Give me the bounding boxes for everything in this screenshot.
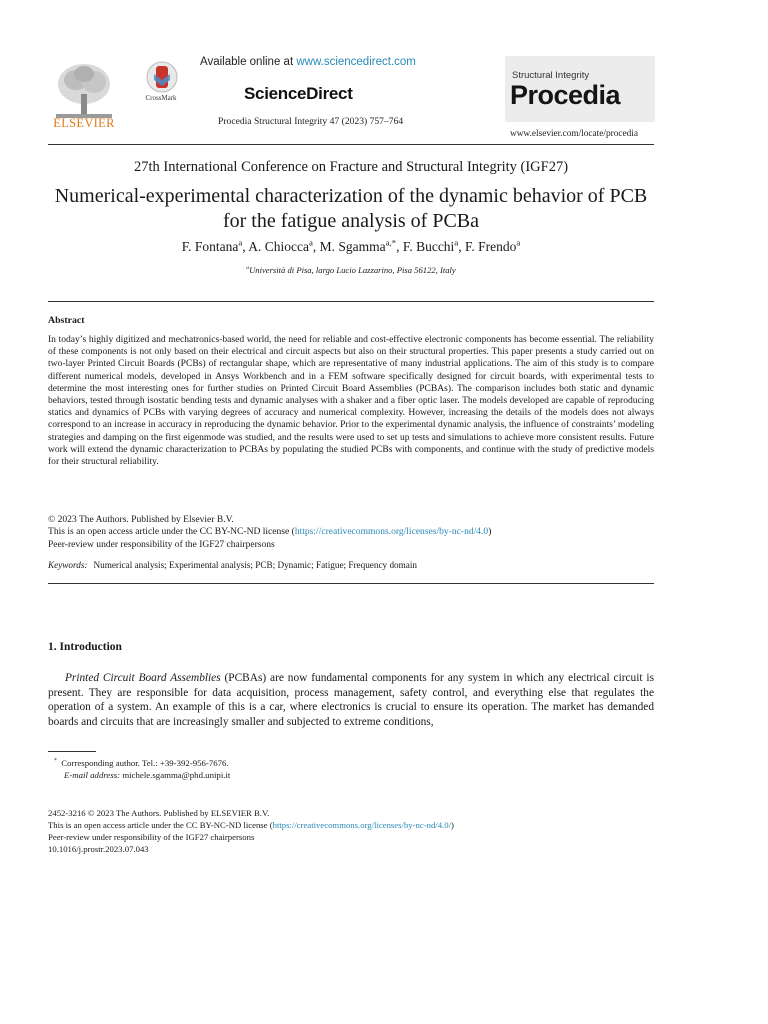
introduction-paragraph (48, 671, 654, 729)
footnote (54, 757, 230, 781)
abstract-text: In today’s highly digitized and mechatronics-based world, the need for reliable and cost-effective electronic components has become essential. The reliability of these components is not only based on their electrical and circuit aspects but also on their structural properties. This paper presents a study carried out on two-layer Printed Circuit Boards (PCBs) of rectangular shape, which are representative of many industrial applications. The aim of this study is to compare different numerical models, developed in Ansys Workbench and in a FEM software specifically designed for circuit boards, with experimental tests to determine the most interesting ones for further studies on Printed Circuit Board Assemblies (PCBAs). The comparison includes both static and dynamic behaviors, tested through isostatic bending tests and dynamic analyses with a shaker and a fiber optic laser. The models developed are capable of reproducing statics and dynamics of PCBs with varying degrees of accuracy and numerical complexity. However, increasing the details of the models does not always correspond to an increase in accuracy in reproducing the dynamic behavior. Prior to the experimental dynamic analysis, the influence of constraints’ modeling strategies and damping on the first eigenmode was studied, and the results were used to set up tests and simulations to achieve more consistent results. Future work will extend the dynamic characterization to PCBAs by populating the studied PCBs with components, and continue with the study of predictive models for their structural reliability. (48, 334, 654, 468)
email-line (54, 769, 230, 781)
crossmark-icon[interactable] (140, 60, 184, 96)
abstract-bottom-divider (48, 583, 654, 584)
footer-peer-review: Peer-review under responsibility of the IGF27 chairpersons (48, 832, 255, 842)
license-line (48, 526, 654, 538)
license-suffix: ) (488, 526, 492, 538)
license-block (48, 514, 654, 551)
available-prefix: Available online at (200, 56, 297, 68)
email-label: E-mail address: (64, 770, 121, 781)
license-link[interactable]: https://creativecommons.org/licenses/by-nc-nd/4.0 (294, 526, 489, 538)
intro-text: (PCBAs) are now fundamental components for any system in which any electrical circuit is present. They are responsible for data acquisition, process management, safety control, and everything else that regulates the operation of a system. An example of this is a car, where electronics is crucial to ensure its operation. The market has demanded boards and circuits that are increasingly smaller and subjected to extreme conditions, (48, 672, 654, 728)
affiliation-text: Università di Pisa, largo Lucio Lazzarino, Pisa 56122, Italy (249, 265, 456, 275)
keywords-list: Numerical analysis; Experimental analysis; PCB; Dynamic; Fatigue; Frequency domain (93, 560, 418, 570)
affiliation (48, 265, 654, 275)
author-affiliation-mark: a (238, 237, 243, 248)
crossmark-label: CrossMark (145, 94, 177, 102)
abstract-heading: Abstract (48, 315, 85, 326)
footer-license-link[interactable]: https://creativecommons.org/licenses/by-nc-nd/4.0/ (272, 820, 451, 830)
author-affiliation-mark: a,* (385, 237, 397, 248)
intro-lead-italic: Printed Circuit Board Assemblies (65, 672, 221, 684)
footer-license-prefix: This is an open access article under the CC BY-NC-ND license ( (48, 820, 273, 830)
keywords (48, 560, 654, 570)
sciencedirect-logo: ScienceDirect (244, 84, 353, 103)
author-name: F. Frendo (464, 239, 517, 254)
author-name: M. Sgamma (319, 239, 386, 254)
abstract-top-divider (48, 301, 654, 302)
conference-name: 27th International Conference on Fracture and Structural Integrity (IGF27) (133, 159, 569, 175)
corresponding-author-line (54, 757, 230, 769)
footer-license-line (48, 819, 454, 831)
author-name: A. Chiocca (248, 239, 310, 254)
procedia-title: Procedia (510, 80, 621, 110)
keywords-label: Keywords: (48, 560, 88, 570)
sciencedirect-link[interactable]: www.sciencedirect.com (296, 56, 416, 68)
email-address[interactable]: michele.sgamma@phd.unipi.it (122, 770, 231, 781)
corresponding-author: Corresponding author. Tel.: +39-392-956-7676. (61, 758, 229, 768)
author-affiliation-mark: a (516, 237, 521, 248)
procedia-subtitle: Structural Integrity (512, 70, 590, 81)
journal-locate-link[interactable]: www.elsevier.com/locate/procedia (510, 129, 638, 139)
author-affiliation-mark: a (309, 237, 313, 248)
author-name: F. Fontana (181, 239, 239, 254)
available-online-text (200, 56, 416, 68)
footnote-divider (48, 751, 96, 752)
doi[interactable]: 10.1016/j.prostr.2023.07.043 (48, 844, 149, 854)
publication-info (48, 807, 454, 855)
footnote-mark: * (54, 758, 57, 765)
copyright-line: © 2023 The Authors. Published by Elsevier B.V. (48, 514, 234, 525)
journal-citation: Procedia Structural Integrity 47 (2023) 757–764 (218, 116, 404, 127)
peer-review-line: Peer-review under responsibility of the IGF27 chairpersons (48, 538, 275, 550)
license-prefix: This is an open access article under the CC BY-NC-ND license ( (48, 526, 295, 538)
header-divider (48, 144, 654, 145)
footer-license-suffix: ) (451, 820, 454, 830)
elsevier-wordmark: ELSEVIER (53, 116, 115, 130)
issn-line: 2452-3216 © 2023 The Authors. Published by ELSEVIER B.V. (48, 808, 270, 818)
introduction-body (48, 671, 654, 729)
section-heading-introduction: 1. Introduction (48, 641, 122, 653)
paper-title: Numerical-experimental characterization of the dynamic behavior of PCB for the fatigue analysis of PCBa (54, 185, 648, 232)
author-name: F. Bucchi (402, 239, 455, 254)
affiliation-mark: a (246, 265, 250, 272)
author-list: F. Fontana$^a$, A. Chiocca$^a$, M. Sgamma$^{a,*}$, F. Bucchi$^a$, F. Frendo$^a$ (181, 237, 521, 254)
author-affiliation-mark: a (454, 237, 459, 248)
